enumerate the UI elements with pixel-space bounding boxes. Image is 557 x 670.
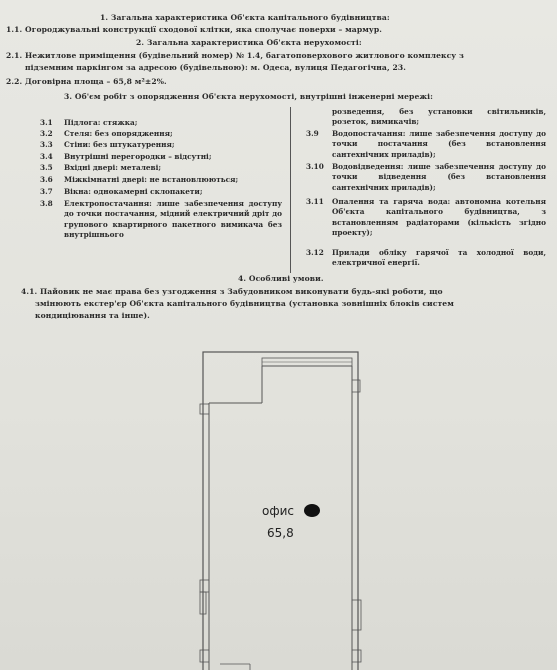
section-2-heading: 2. Загальна характеристика Об'єкта нерухомості:	[136, 38, 362, 47]
list-item-text: розведення, без установки світильників, розеток, вимикачів;	[332, 107, 546, 127]
list-item-text: Підлога: стяжка;	[64, 118, 138, 127]
list-item-text: Водопостачання: лише забезпечення доступу до точки постачання (без встановлення сантехнічних приладів);	[332, 129, 546, 159]
list-item-text: Внутрішні перегородки – відсутні;	[64, 152, 212, 161]
plan-column	[200, 404, 209, 414]
list-item-number: 3.9	[306, 129, 319, 138]
list-item-text: Стіни: без штукатурення;	[64, 140, 175, 149]
item-4-1-line1: 4.1. Пайовик не має права без узгодження з Забудовником виконувати будь-які роботи, що	[21, 287, 443, 296]
list-item-number: 3.8	[40, 199, 53, 208]
item-2-1-text-line2: підземним паркінгом за адресою (будівельною): м. Одеса, вулиця Педагогічна, 23.	[25, 63, 406, 72]
plan-column	[352, 650, 361, 662]
list-item-number: 3.2	[40, 129, 53, 138]
list-item-text: Вікна: однокамерні склопакети;	[64, 187, 203, 196]
list-item-text: Електропостачання: лише забезпечення доступу до точки постачання, мідний електричний дріт до групового квартирного пакетного вимикача без внутрішнього	[64, 199, 282, 240]
list-item-text: Прилади обліку гарячої та холодної води, електричної енергії.	[332, 248, 546, 268]
list-item-number: 3.5	[40, 163, 53, 172]
list-item-number: 3.4	[40, 152, 53, 161]
item-1-1-text: Огороджувальні конструкції сходової клітки, яка сполучає поверхи – мармур.	[25, 25, 383, 34]
list-item-number: 3.3	[40, 140, 53, 149]
list-item-number: 3.10	[306, 162, 324, 171]
item-2-2-number: 2.2.	[6, 77, 23, 86]
item-2-2-text: Договірна площа – 65,8 м²±2%.	[25, 77, 167, 86]
plan-column	[200, 650, 209, 662]
section-1-heading: 1. Загальна характеристика Об'єкта капітального будівництва:	[100, 13, 390, 22]
list-item-text: Водовідведення: лише забезпечення доступу до точки відведення (без встановлення сантехнічних приладів);	[332, 162, 546, 192]
plan-inner-wall	[209, 366, 352, 670]
plan-room-name: офис	[262, 504, 294, 518]
section-3-heading: 3. Об'єм робіт з опорядження Об'єкта нерухомості, внутрішні інженерні мережі:	[64, 92, 434, 101]
plan-room-area: 65,8	[267, 526, 294, 540]
list-item-text: Міжкімнатні двері: не встановлюються;	[64, 175, 239, 184]
redaction-mark	[304, 504, 320, 517]
plan-door	[220, 664, 250, 670]
item-4-1-line3: кондиціювання та інше).	[35, 311, 150, 320]
list-item-number: 3.12	[306, 248, 324, 257]
plan-column	[200, 580, 209, 592]
item-2-1-number: 2.1.	[6, 51, 23, 60]
section-4-heading: 4. Особливі умови.	[238, 274, 324, 283]
plan-column	[352, 380, 360, 392]
list-item-text: Стеля: без опорядження;	[64, 129, 173, 138]
item-4-1-line2: змінюють екстер'єр Об'єкта капітального будівництва (установка зовнішніх блоків систем	[35, 299, 454, 308]
list-item-number: 3.7	[40, 187, 53, 196]
list-item-number: 3.1	[40, 118, 53, 127]
list-item-number: 3.6	[40, 175, 53, 184]
list-item-text: Опалення та гаряча вода: автономна котельня Об'єкта капітального будівництва, з встановленням радіаторами (кількість згідно проекту);	[332, 197, 546, 238]
item-1-1-number: 1.1.	[6, 25, 23, 34]
list-item-number: 3.11	[306, 197, 324, 206]
list-item-text: Вхідні двері: металеві;	[64, 163, 162, 172]
plan-window	[352, 600, 361, 630]
item-2-1-text-line1: Нежитлове приміщення (будівельний номер) № 1.4, багатоповерхового житлового комплексу з	[25, 51, 464, 60]
